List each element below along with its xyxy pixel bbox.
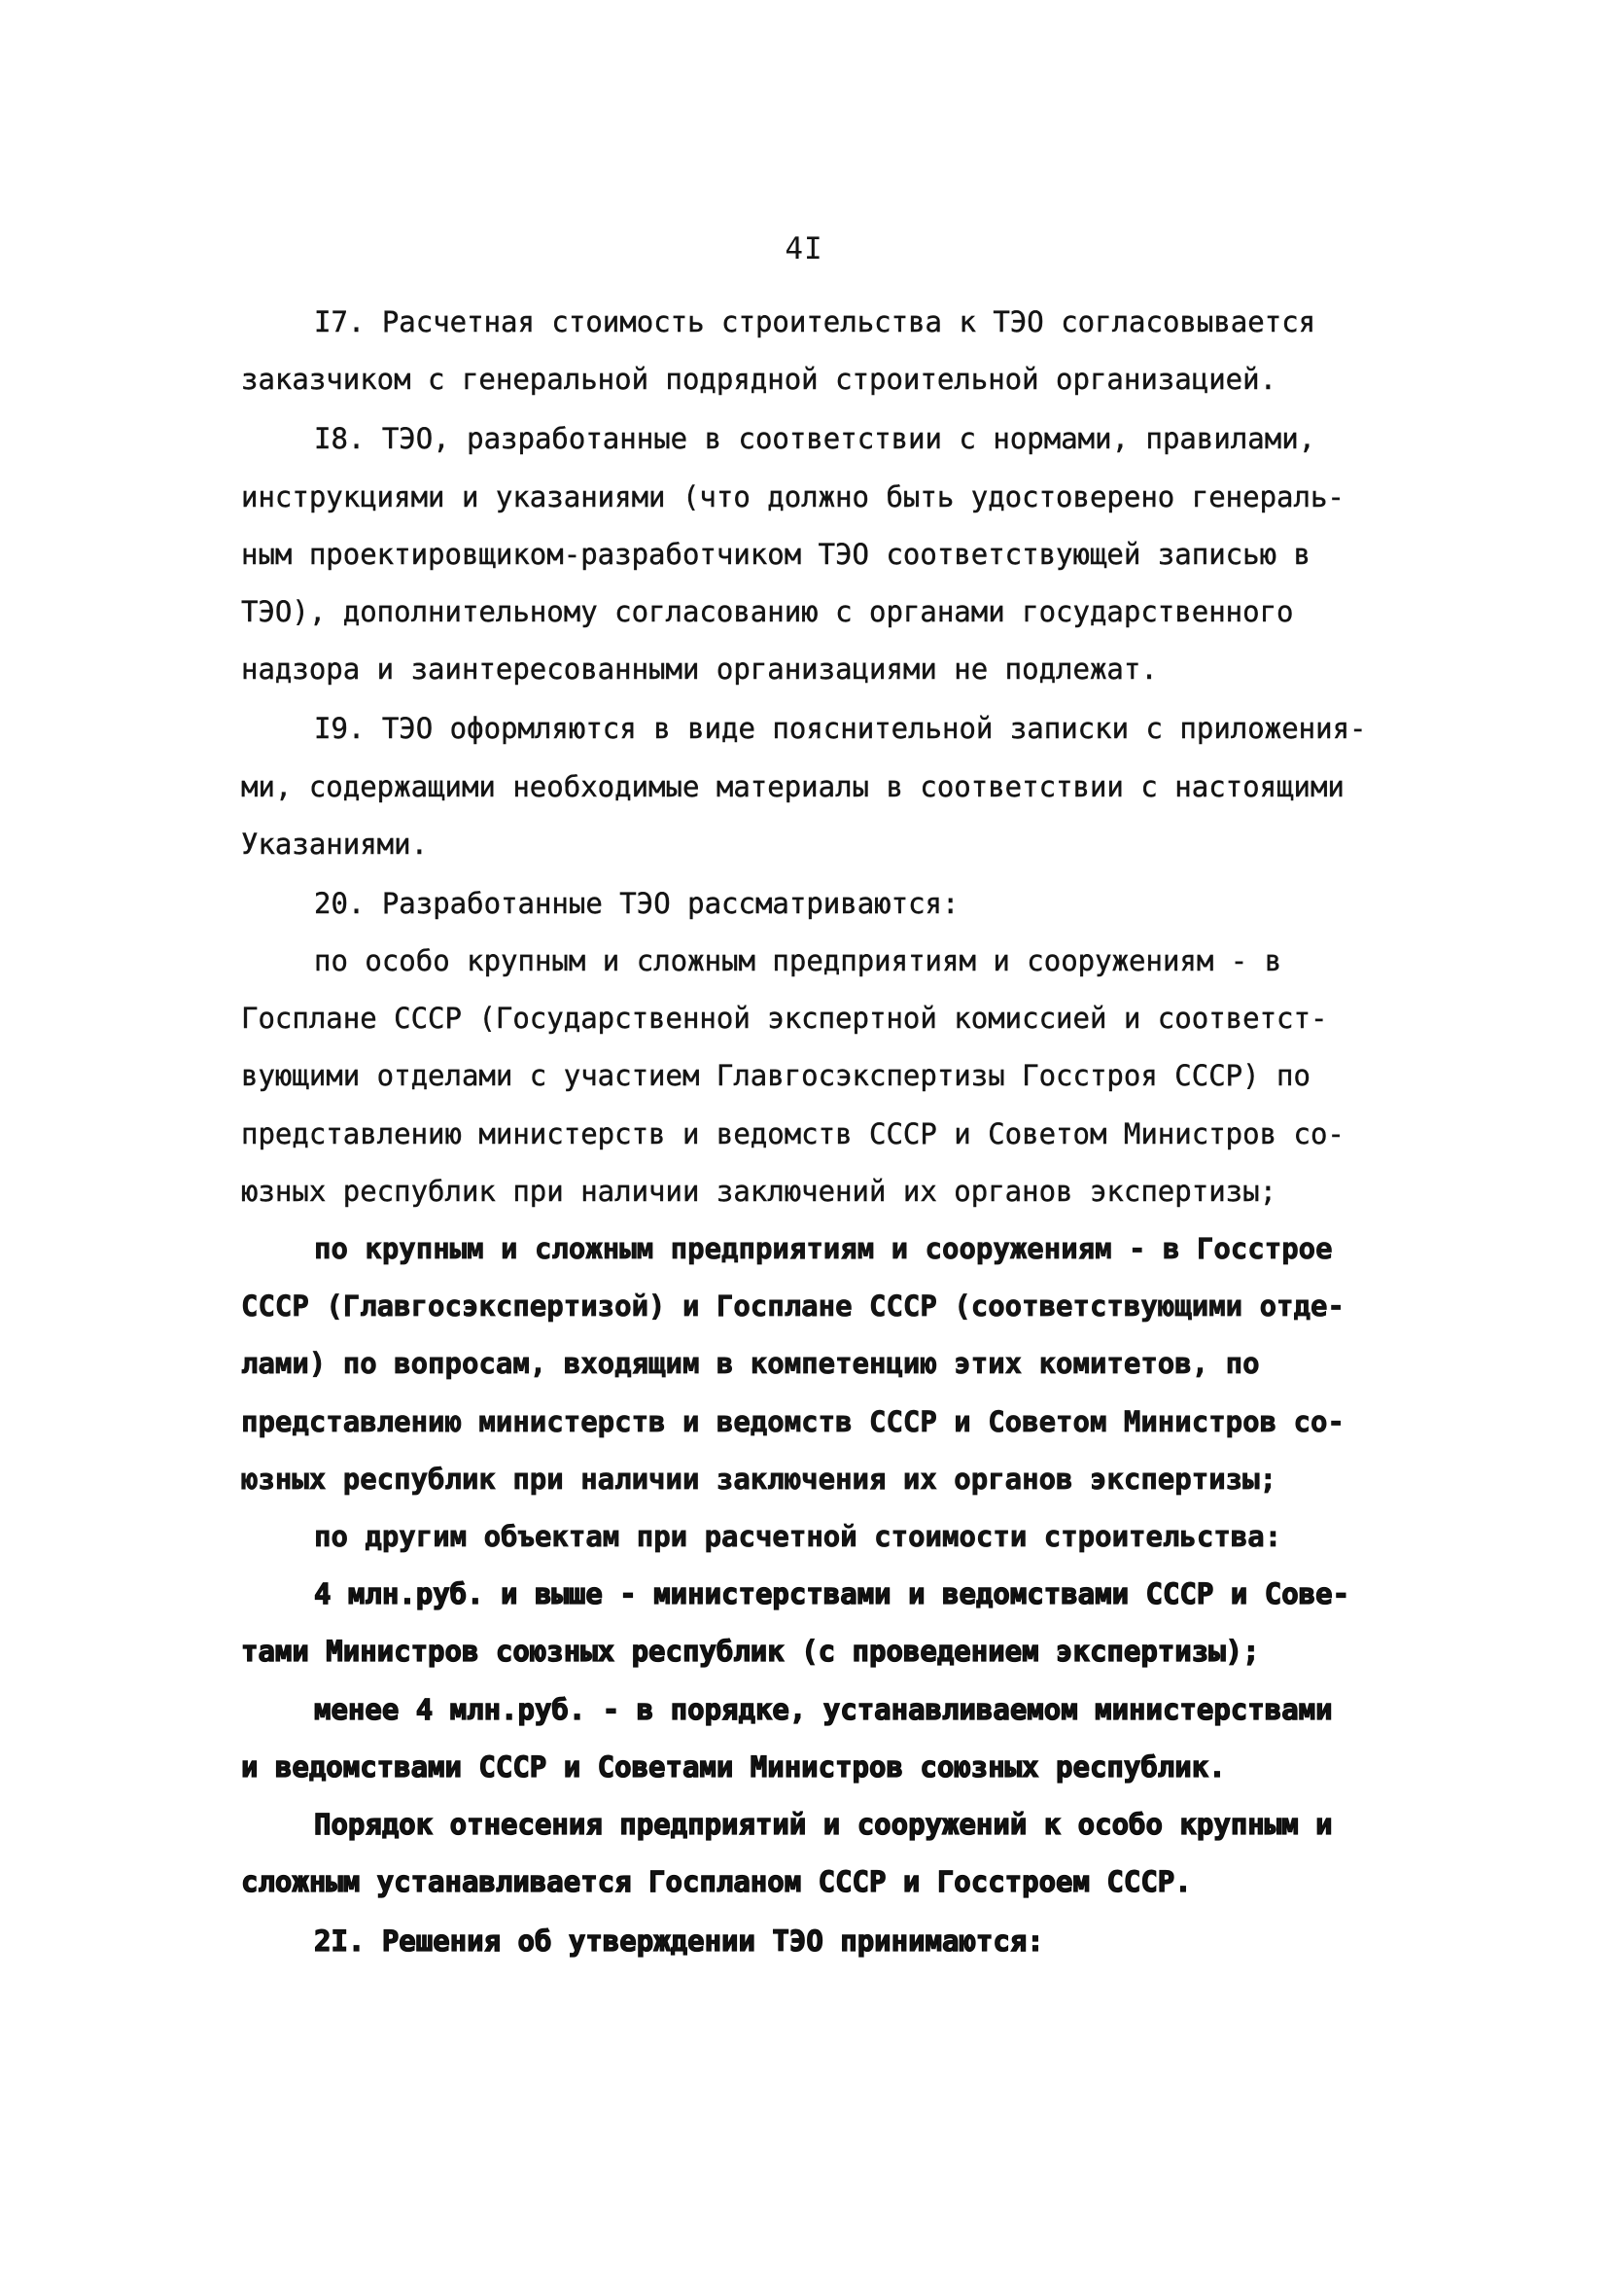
- document-body: [241, 294, 1417, 1970]
- paragraph-18-line-2: инструкциями и указаниями (что должно быть удостоверено генераль-: [241, 479, 1345, 513]
- item-medium-line-3: лами) по вопросам, входящим в компетенцию этих комитетов, по: [241, 1347, 1260, 1381]
- paragraph-20-heading: 20. Разработанные ТЭО рассматриваются:: [314, 886, 960, 920]
- item-large-line-2: Госплане СССР (Государственной экспертной комиссией и соответст-: [241, 1002, 1328, 1036]
- item-other-heading: по другим объектам при расчетной стоимости строительства:: [314, 1519, 1282, 1553]
- paragraph-17-line-1: I7. Расчетная стоимость строительства к ТЭО согласовывается: [314, 305, 1316, 338]
- item-over-4m-line-1: 4 млн.руб. и выше - министерствами и ведомствами СССР и Сове-: [314, 1577, 1350, 1611]
- paragraph-18-line-5: надзора и заинтересованными организациями не подлежат.: [241, 653, 1158, 687]
- item-medium-line-4: представлению министерств и ведомств СССР и Советом Министров со-: [241, 1404, 1345, 1438]
- paragraph-18-line-3: ным проектировщиком-разработчиком ТЭО соответствующей записью в: [241, 537, 1311, 571]
- classification-line-1: Порядок отнесения предприятий и сооружений к особо крупным и: [314, 1807, 1333, 1841]
- item-large-line-5: юзных республик при наличии заключений их органов экспертизы;: [241, 1174, 1277, 1208]
- item-under-4m-line-1: менее 4 млн.руб. - в порядке, устанавливаемом министерствами: [314, 1692, 1333, 1726]
- paragraph-17-line-2: заказчиком с генеральной подрядной строительной организацией.: [241, 363, 1277, 397]
- item-medium-line-2: СССР (Главгосэкспертизой) и Госплане СССР (соответствующими отде-: [241, 1289, 1345, 1324]
- item-medium-line-1: по крупным и сложным предприятиям и сооружениям - в Госстрое: [314, 1232, 1333, 1265]
- paragraph-18-line-4: ТЭО), дополнительному согласованию с органами государственного: [241, 594, 1294, 628]
- paragraph-19-line-3: Указаниями.: [241, 827, 429, 861]
- item-over-4m-line-2: тами Министров союзных республик (с проведением экспертизы);: [241, 1635, 1260, 1669]
- item-medium-line-5: юзных республик при наличии заключения их органов экспертизы;: [241, 1462, 1277, 1496]
- item-large-line-1: по особо крупным и сложным предприятиям и сооружениям - в: [314, 944, 1282, 978]
- paragraph-19-line-1: I9. ТЭО оформляются в виде пояснительной записки с приложения-: [314, 712, 1367, 746]
- paragraph-19-line-2: ми, содержащими необходимые материалы в соответствии с настоящими: [241, 769, 1345, 803]
- item-large-line-3: вующими отделами с участием Главгосэкспертизы Госстроя СССР) по: [241, 1059, 1311, 1093]
- paragraph-18-line-1: I8. ТЭО, разработанные в соответствии с нормами, правилами,: [314, 422, 1316, 456]
- paragraph-21-heading: 2I. Решения об утверждении ТЭО принимаются:: [314, 1925, 1044, 1959]
- classification-line-2: сложным устанавливается Госпланом СССР и Госстроем СССР.: [241, 1865, 1192, 1899]
- page-number: 4I: [785, 231, 823, 266]
- item-under-4m-line-2: и ведомствами СССР и Советами Министров союзных республик.: [241, 1749, 1226, 1784]
- item-large-line-4: представлению министерств и ведомств СССР и Советом Министров со-: [241, 1116, 1345, 1150]
